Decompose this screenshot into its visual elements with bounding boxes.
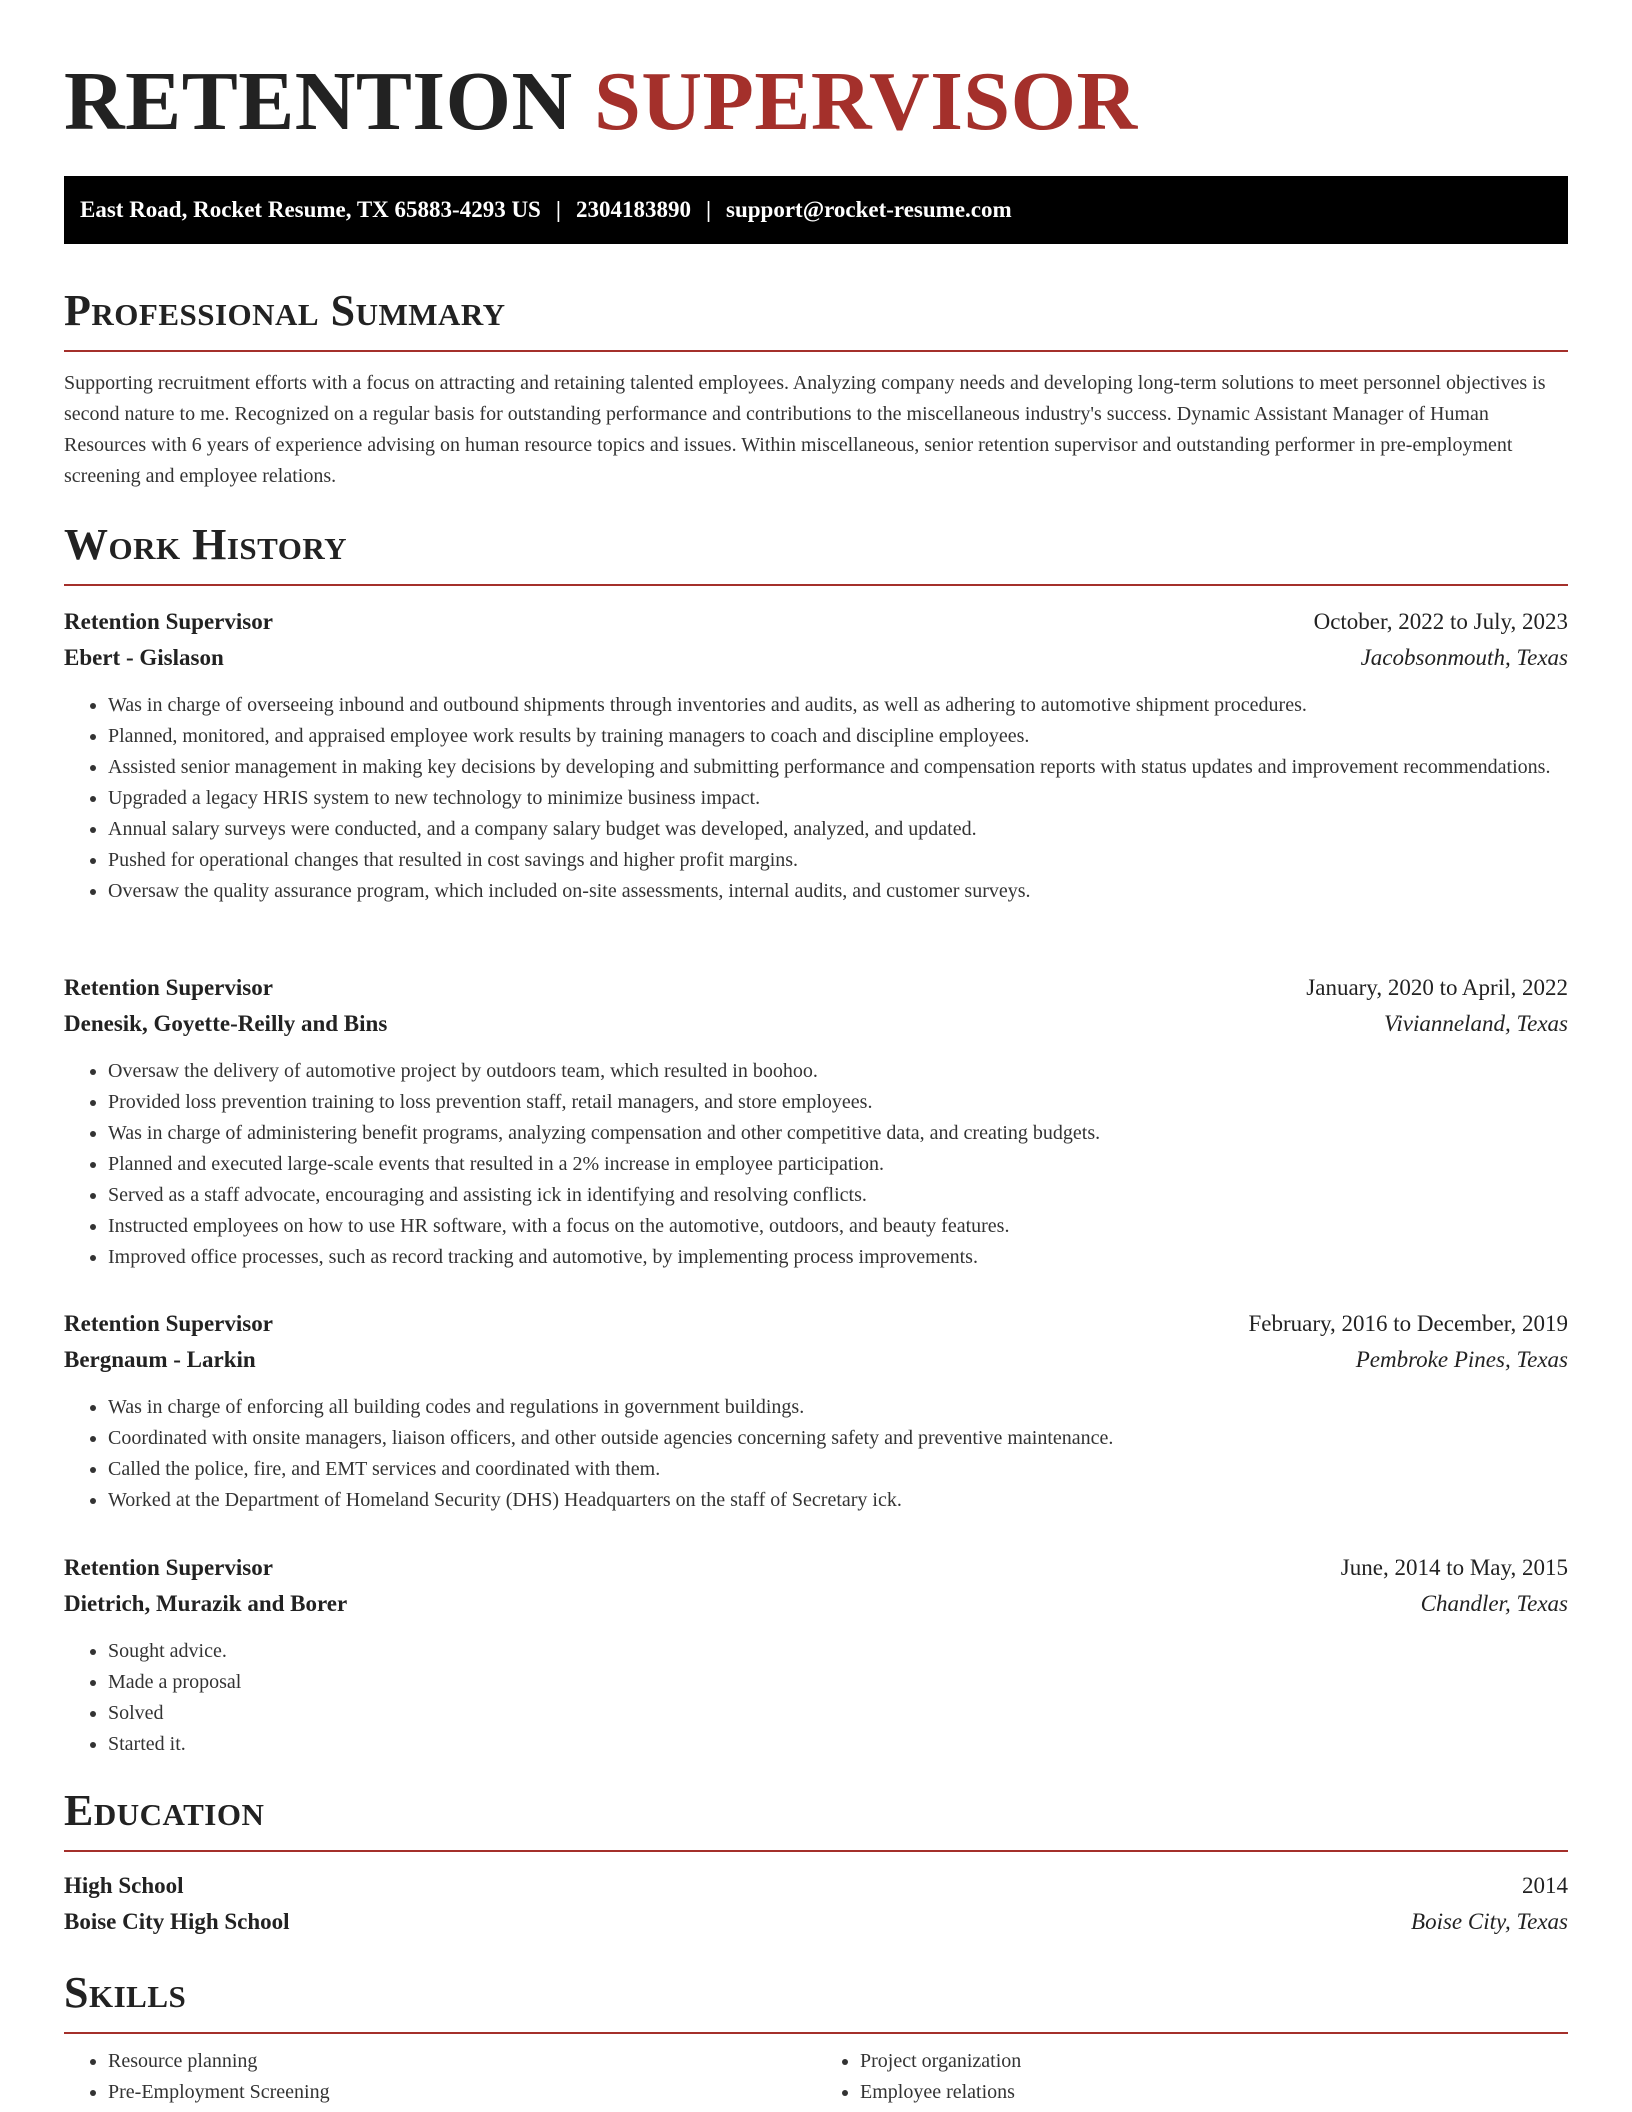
skills-list-right bbox=[816, 2046, 1568, 2108]
section-divider bbox=[64, 2032, 1568, 2034]
skills-list-left bbox=[64, 2046, 816, 2108]
education-section bbox=[64, 1784, 1568, 1940]
list-item: • Sought advice. bbox=[108, 1636, 1568, 1667]
education-heading: Education bbox=[64, 1786, 265, 1835]
list-item: • Served as a staff advocate, encouraging and assisting ick in identifying and resolving conflicts. bbox=[108, 1180, 1568, 1211]
list-item: • Provided loss prevention training to loss prevention staff, retail managers, and store employees. bbox=[108, 1087, 1568, 1118]
job-title: Retention Supervisor bbox=[64, 975, 273, 1000]
contact-separator: | bbox=[705, 197, 712, 222]
list-item: • Improved office processes, such as record tracking and automotive, by implementing process improvements. bbox=[108, 1242, 1568, 1273]
job-entry bbox=[64, 970, 1568, 1273]
list-item: • Was in charge of administering benefit programs, analyzing compensation and other competitive data, and creating budgets. bbox=[108, 1118, 1568, 1149]
list-item: • Was in charge of enforcing all building codes and regulations in government buildings. bbox=[108, 1392, 1568, 1423]
job-dates: January, 2020 to April, 2022 bbox=[1306, 975, 1568, 1000]
work-history-section bbox=[64, 518, 1568, 586]
job-company-row bbox=[64, 1006, 1568, 1042]
skills-heading: Skills bbox=[64, 1968, 187, 2017]
job-duties-list bbox=[64, 1636, 1568, 1760]
job-duties-list bbox=[64, 1056, 1568, 1273]
education-school-row bbox=[64, 1904, 1568, 1940]
job-header-row bbox=[64, 1550, 1568, 1586]
skill-item: • Resource planning bbox=[108, 2046, 816, 2077]
work-history-heading: Work History bbox=[64, 520, 348, 569]
section-divider bbox=[64, 584, 1568, 586]
education-location: Boise City, Texas bbox=[1411, 1909, 1568, 1934]
skill-item: • Pre-Employment Screening bbox=[108, 2077, 816, 2108]
job-location: Chandler, Texas bbox=[1420, 1591, 1568, 1616]
list-item: • Worked at the Department of Homeland Security (DHS) Headquarters on the staff of Secretary ick. bbox=[108, 1485, 1568, 1516]
skill-item: • Project organization bbox=[860, 2046, 1568, 2077]
education-degree-row bbox=[64, 1868, 1568, 1904]
job-header-row bbox=[64, 1306, 1568, 1342]
name-last: SUPERVISOR bbox=[594, 55, 1138, 148]
job-company-row bbox=[64, 1342, 1568, 1378]
list-item: • Coordinated with onsite managers, liaison officers, and other outside agencies concerning safety and preventive maintenance. bbox=[108, 1423, 1568, 1454]
job-duties-list bbox=[64, 1392, 1568, 1516]
job-title: Retention Supervisor bbox=[64, 609, 273, 634]
job-company: Dietrich, Murazik and Borer bbox=[64, 1591, 348, 1616]
job-title: Retention Supervisor bbox=[64, 1311, 273, 1336]
list-item: • Pushed for operational changes that resulted in cost savings and higher profit margins. bbox=[108, 845, 1568, 876]
skills-grid bbox=[64, 2046, 1568, 2108]
job-entry bbox=[64, 1306, 1568, 1516]
contact-address: East Road, Rocket Resume, TX 65883-4293 US bbox=[80, 197, 541, 222]
contact-email: support@rocket-resume.com bbox=[726, 197, 1012, 222]
job-entry bbox=[64, 604, 1568, 907]
name-first: RETENTION bbox=[64, 55, 573, 148]
skills-section bbox=[64, 1966, 1568, 2108]
list-item: • Oversaw the delivery of automotive project by outdoors team, which resulted in boohoo. bbox=[108, 1056, 1568, 1087]
list-item: • Was in charge of overseeing inbound and outbound shipments through inventories and audits, as well as adhering to automotive shipment procedures. bbox=[108, 690, 1568, 721]
job-location: Pembroke Pines, Texas bbox=[1355, 1347, 1568, 1372]
job-duties-list bbox=[64, 690, 1568, 907]
job-company: Denesik, Goyette-Reilly and Bins bbox=[64, 1011, 388, 1036]
job-location: Vivianneland, Texas bbox=[1384, 1011, 1568, 1036]
section-divider bbox=[64, 1850, 1568, 1852]
summary-section bbox=[64, 284, 1568, 492]
education-school: Boise City High School bbox=[64, 1909, 290, 1934]
list-item: • Called the police, fire, and EMT services and coordinated with them. bbox=[108, 1454, 1568, 1485]
list-item: • Instructed employees on how to use HR software, with a focus on the automotive, outdoors, and beauty features. bbox=[108, 1211, 1568, 1242]
education-degree: High School bbox=[64, 1873, 184, 1898]
skill-item: • Employee relations bbox=[860, 2077, 1568, 2108]
job-header-row bbox=[64, 970, 1568, 1006]
job-dates: October, 2022 to July, 2023 bbox=[1313, 609, 1568, 634]
job-company: Ebert - Gislason bbox=[64, 645, 224, 670]
contact-phone: 2304183890 bbox=[575, 197, 691, 222]
summary-text: Supporting recruitment efforts with a focus on attracting and retaining talented employees. Analyzing company needs and developing long-term solutions to meet personnel objectives is second nature to me. Recognized on a regular basis for outstanding performance and contributions to the miscellaneous industry's success. Dynamic Assistant Manager of Human Resources with 6 years of experience advising on human resource topics and issues. Within miscellaneous, senior retention supervisor and outstanding performer in pre-employment screening and employee relations. bbox=[64, 372, 1546, 487]
resume-name bbox=[64, 52, 1568, 152]
list-item: • Planned and executed large-scale events that resulted in a 2% increase in employee participation. bbox=[108, 1149, 1568, 1180]
list-item: • Made a proposal bbox=[108, 1667, 1568, 1698]
list-item: • Solved bbox=[108, 1698, 1568, 1729]
list-item: • Started it. bbox=[108, 1729, 1568, 1760]
job-entry bbox=[64, 1550, 1568, 1760]
job-company-row bbox=[64, 1586, 1568, 1622]
job-dates: February, 2016 to December, 2019 bbox=[1248, 1311, 1568, 1336]
job-location: Jacobsonmouth, Texas bbox=[1360, 645, 1568, 670]
job-header-row bbox=[64, 604, 1568, 640]
job-company: Bergnaum - Larkin bbox=[64, 1347, 256, 1372]
job-dates: June, 2014 to May, 2015 bbox=[1340, 1555, 1568, 1580]
list-item: • Annual salary surveys were conducted, and a company salary budget was developed, analyzed, and updated. bbox=[108, 814, 1568, 845]
list-item: • Assisted senior management in making key decisions by developing and submitting performance and compensation reports with status updates and improvement recommendations. bbox=[108, 752, 1568, 783]
summary-heading: Professional Summary bbox=[64, 286, 506, 335]
contact-separator: | bbox=[555, 197, 561, 222]
job-company-row bbox=[64, 640, 1568, 676]
list-item: • Oversaw the quality assurance program, which included on-site assessments, internal audits, and customer surveys. bbox=[108, 876, 1568, 907]
section-divider bbox=[64, 350, 1568, 352]
job-title: Retention Supervisor bbox=[64, 1555, 273, 1580]
contact-bar bbox=[64, 176, 1568, 244]
education-year: 2014 bbox=[1522, 1873, 1568, 1898]
list-item: • Upgraded a legacy HRIS system to new technology to minimize business impact. bbox=[108, 783, 1568, 814]
list-item: • Planned, monitored, and appraised employee work results by training managers to coach and discipline employees. bbox=[108, 721, 1568, 752]
